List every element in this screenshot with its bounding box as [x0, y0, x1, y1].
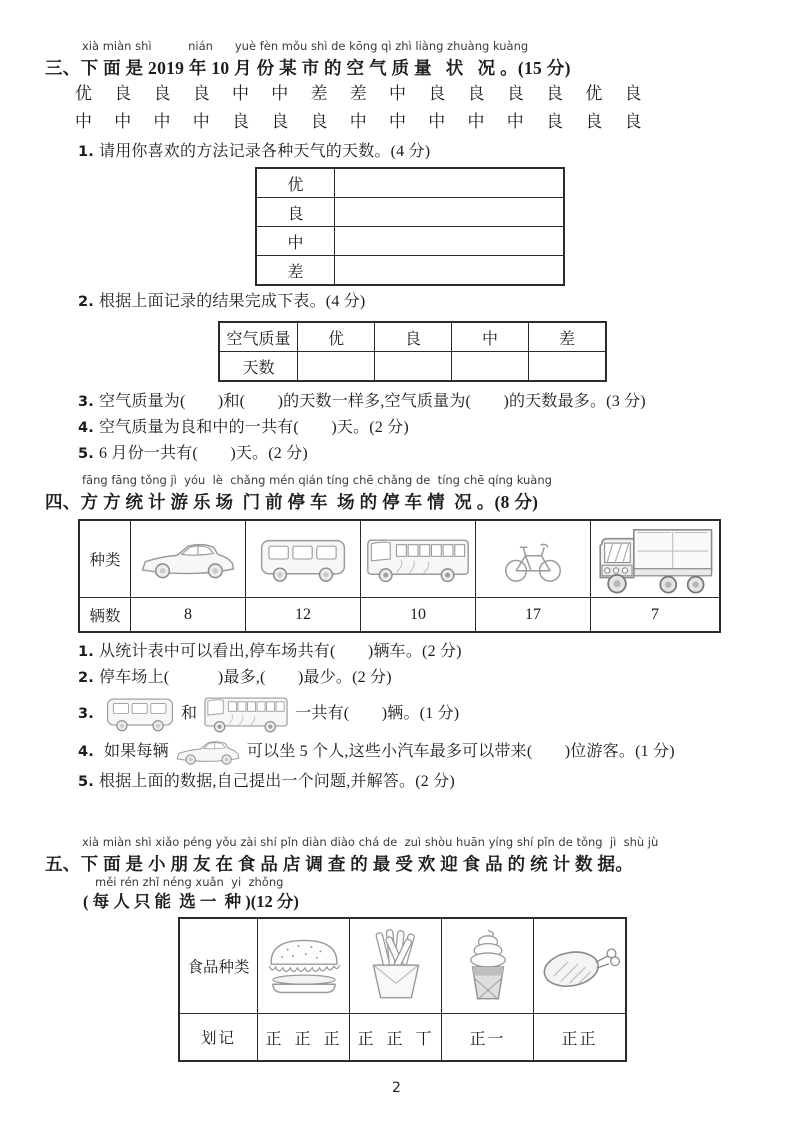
question-3-5 — [78, 444, 755, 464]
fries-icon — [358, 927, 434, 1005]
question-text: 如果每辆 — [104, 742, 169, 760]
question-text: 可以坐 5 个人,这些小汽车最多可以带来( )位游客。(1 分) — [246, 742, 675, 760]
food-cell — [442, 918, 534, 1014]
pinyin-line-section4: fāng fāng tǒng jì yóu lè chǎng mén qián tíng chē chǎng de tíng chē qíng kuàng — [82, 473, 552, 487]
van-icon — [104, 694, 176, 733]
section3-title: 三、下 面 是 2019 年 10 月 份 某 市 的 空 气 质 量 状 况 。(15 分) — [45, 58, 571, 78]
record-blank-cell — [335, 198, 565, 227]
row-label: 辆数 — [79, 598, 131, 633]
row-label: 食品种类 — [179, 918, 258, 1014]
count-cell: 17 — [476, 598, 591, 633]
record-blank-cell — [335, 256, 565, 286]
table-header-row — [219, 322, 606, 352]
summary-blank-cell — [452, 352, 529, 382]
count-cell: 7 — [591, 598, 721, 633]
section5-subtitle: ( 每 人 只 能 选 一 种 )(12 分) — [83, 892, 299, 911]
column-header: 空气质量 — [219, 322, 298, 352]
question-text: 一共有( )辆。(1 分) — [295, 704, 460, 722]
air-quality-data-row-2: 中 中 中 中 良 良 良 中 中 中 中 中 良 良 良 — [75, 112, 642, 131]
summary-blank-cell — [298, 352, 375, 382]
summary-blank-cell — [375, 352, 452, 382]
row-label: 良 — [256, 198, 335, 227]
column-header: 优 — [298, 322, 375, 352]
row-label: 种类 — [79, 520, 131, 598]
ice-cream-icon — [463, 926, 513, 1006]
column-header: 差 — [529, 322, 607, 352]
question-4-5 — [78, 772, 755, 792]
chicken-leg-icon — [538, 941, 622, 992]
bus-icon — [364, 533, 472, 585]
food-cell — [258, 918, 350, 1014]
row-label: 差 — [256, 256, 335, 286]
summary-blank-cell — [529, 352, 607, 382]
question-number: 4. — [78, 743, 94, 760]
column-header: 良 — [375, 322, 452, 352]
question-text: 停车场上( )最多,( )最少。(2 分) — [99, 669, 392, 686]
parking-statistics-table — [78, 519, 721, 633]
car-icon — [138, 538, 238, 580]
table-row-tally-marks — [179, 1014, 626, 1062]
question-number: 4. — [78, 420, 94, 436]
pinyin-line-section3: xià miàn shì nián yuè fèn mǒu shì de kōng qì zhì liàng zhuàng kuàng — [82, 39, 529, 53]
question-text: 和 — [181, 704, 198, 722]
van-icon — [257, 534, 349, 584]
section-food-survey — [45, 836, 755, 1062]
vehicle-cell — [476, 520, 591, 598]
air-quality-summary-table — [218, 321, 607, 382]
pinyin-line-section5: xià miàn shì xiǎo péng yǒu zài shí pǐn diàn diào chá de zuì shòu huān yíng shí pǐn de tǒng jì shù jù — [82, 835, 659, 849]
question-4-2 — [78, 668, 755, 688]
table-row — [256, 168, 564, 198]
table-row-food-types — [179, 918, 626, 1014]
question-number: 5. — [78, 446, 94, 462]
table-row — [256, 227, 564, 256]
car-icon — [174, 737, 242, 766]
row-label: 中 — [256, 227, 335, 256]
row-label: 优 — [256, 168, 335, 198]
question-number: 3. — [78, 394, 94, 410]
table-row-vehicle-counts — [79, 598, 720, 633]
truck-icon — [593, 521, 717, 597]
question-number: 3. — [78, 705, 94, 722]
vehicle-cell — [591, 520, 721, 598]
record-blank-cell — [335, 168, 565, 198]
table-row — [256, 256, 564, 286]
question-text: 6 月份一共有( )天。(2 分) — [99, 445, 308, 462]
count-cell: 8 — [131, 598, 246, 633]
question-text: 根据上面的数据,自己提出一个问题,并解答。(2 分) — [99, 773, 455, 790]
bus-icon — [202, 692, 290, 735]
food-cell — [350, 918, 442, 1014]
row-label: 天数 — [219, 352, 298, 382]
question-text: 请用你喜欢的方法记录各种天气的天数。(4 分) — [99, 143, 431, 160]
weather-record-table — [255, 167, 565, 286]
record-blank-cell — [335, 227, 565, 256]
tally-cell: 正 正 正 — [258, 1014, 350, 1062]
section-air-quality — [45, 40, 755, 464]
tally-cell: 正 正 丅 — [350, 1014, 442, 1062]
row-label: 划记 — [179, 1014, 258, 1062]
bicycle-icon — [502, 535, 564, 584]
food-survey-table — [178, 917, 627, 1062]
question-number: 2. — [78, 670, 94, 686]
question-4-4 — [78, 737, 755, 766]
hamburger-icon — [262, 933, 346, 999]
vehicle-cell — [246, 520, 361, 598]
question-3-1 — [78, 142, 755, 162]
column-header: 中 — [452, 322, 529, 352]
tally-cell: 正正 — [534, 1014, 627, 1062]
table-row — [219, 352, 606, 382]
count-cell: 12 — [246, 598, 361, 633]
question-4-3 — [78, 692, 755, 735]
table-row-vehicle-types — [79, 520, 720, 598]
pinyin-line-section5-sub: měi rén zhǐ néng xuǎn yi zhǒng — [95, 875, 284, 889]
food-cell — [534, 918, 627, 1014]
question-text: 空气质量为( )和( )的天数一样多,空气质量为( )的天数最多。(3 分) — [99, 393, 646, 410]
question-text: 从统计表中可以看出,停车场共有( )辆车。(2 分) — [99, 643, 462, 660]
vehicle-cell — [131, 520, 246, 598]
count-cell: 10 — [361, 598, 476, 633]
tally-cell: 正一 — [442, 1014, 534, 1062]
section5-title: 五、下 面 是 小 朋 友 在 食 品 店 调 查 的 最 受 欢 迎 食 品 的 统 计 数 据。 — [45, 854, 634, 874]
question-3-3 — [78, 392, 755, 412]
air-quality-data-row-1: 优 良 良 良 中 中 差 差 中 良 良 良 良 优 良 — [75, 84, 642, 103]
page-number: 2 — [392, 1080, 401, 1096]
question-number: 5. — [78, 774, 94, 790]
question-text: 空气质量为良和中的一共有( )天。(2 分) — [99, 419, 409, 436]
question-number: 1. — [78, 144, 94, 160]
vehicle-cell — [361, 520, 476, 598]
section-parking — [45, 474, 755, 792]
question-text: 根据上面记录的结果完成下表。(4 分) — [99, 293, 366, 310]
question-4-1 — [78, 642, 755, 662]
question-3-2 — [78, 292, 755, 312]
section4-title: 四、方 方 统 计 游 乐 场 门 前 停 车 场 的 停 车 情 况 。(8 分) — [45, 492, 539, 512]
question-number: 2. — [78, 294, 94, 310]
table-row — [256, 198, 564, 227]
question-number: 1. — [78, 644, 94, 660]
question-3-4 — [78, 418, 755, 438]
